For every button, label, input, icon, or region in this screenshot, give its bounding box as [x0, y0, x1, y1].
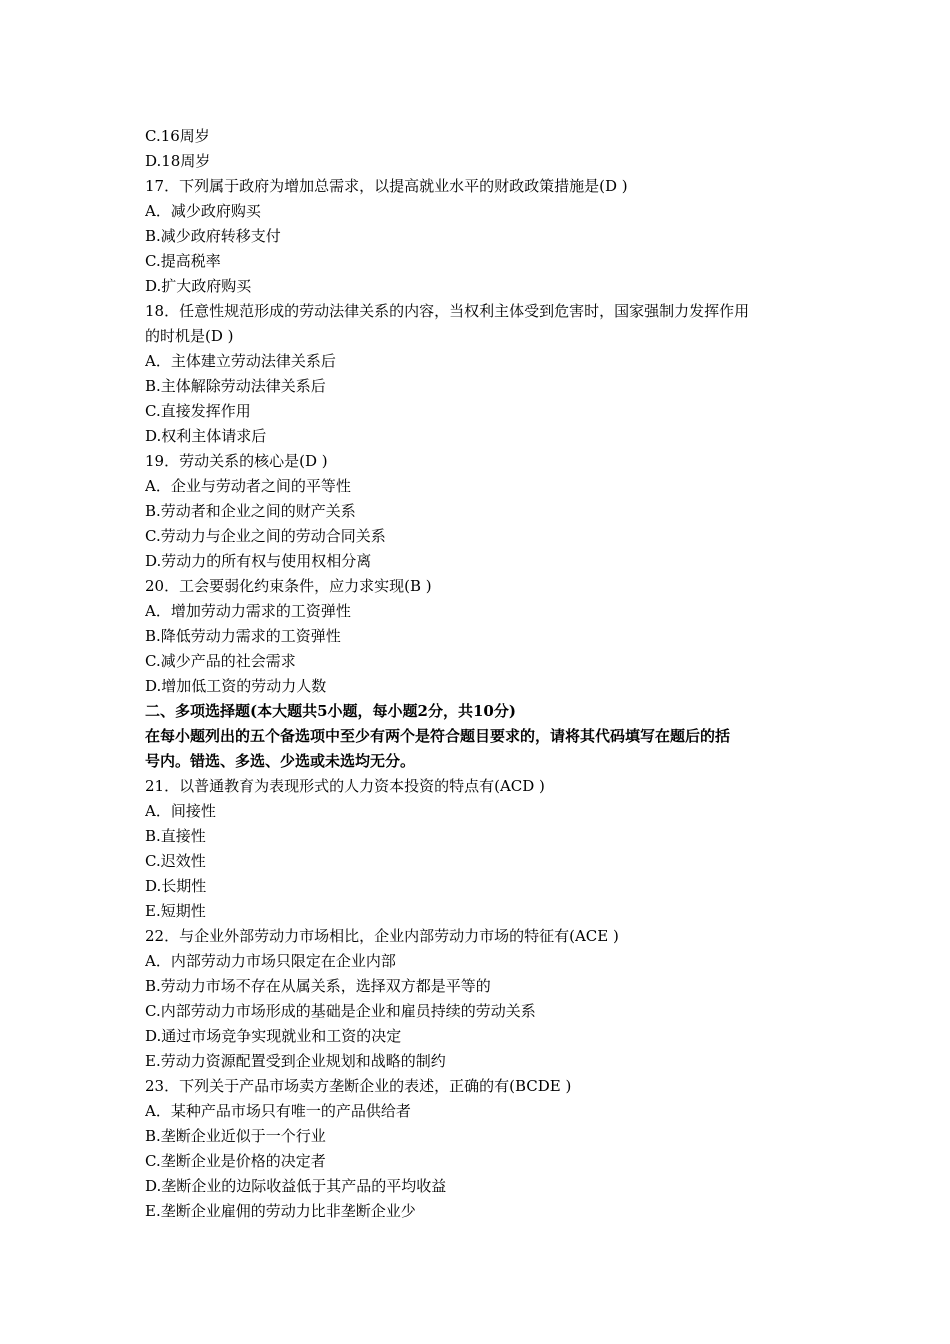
text-line: 17．下列属于政府为增加总需求，以提高就业水平的财政政策措施是(D )	[145, 177, 628, 195]
section-heading-line: 号内。错选、多选、少选或未选均无分。	[145, 752, 416, 770]
text-line: E.劳动力资源配置受到企业规划和战略的制约	[145, 1052, 446, 1070]
text-line: A．增加劳动力需求的工资弹性	[145, 602, 351, 620]
text-line: C.迟效性	[145, 852, 206, 870]
text-line: D.18周岁	[145, 152, 211, 170]
text-line: 18．任意性规范形成的劳动法律关系的内容，当权利主体受到危害时，国家强制力发挥作用	[145, 302, 750, 320]
text-line: D.扩大政府购买	[145, 277, 252, 295]
text-line: A．主体建立劳动法律关系后	[145, 352, 336, 370]
text-line: A．企业与劳动者之间的平等性	[145, 477, 351, 495]
text-line: E.垄断企业雇佣的劳动力比非垄断企业少	[145, 1202, 416, 1220]
text-line: D.长期性	[145, 877, 207, 895]
text-line: B.垄断企业近似于一个行业	[145, 1127, 326, 1145]
text-line: D.通过市场竞争实现就业和工资的决定	[145, 1027, 402, 1045]
text-line: B.劳动力市场不存在从属关系，选择双方都是平等的	[145, 977, 491, 995]
text-line: 20．工会要弱化约束条件，应力求实现(B )	[145, 577, 432, 595]
text-line: D.劳动力的所有权与使用权相分离	[145, 552, 372, 570]
text-line: A．某种产品市场只有唯一的产品供给者	[145, 1102, 411, 1120]
section-heading-line: 在每小题列出的五个备选项中至少有两个是符合题目要求的，请将其代码填写在题后的括	[145, 727, 731, 745]
text-line: C.垄断企业是价格的决定者	[145, 1152, 326, 1170]
text-line: A．内部劳动力市场只限定在企业内部	[145, 952, 396, 970]
text-line: C.直接发挥作用	[145, 402, 251, 420]
text-line: A．间接性	[145, 802, 216, 820]
text-line: D.增加低工资的劳动力人数	[145, 677, 327, 695]
text-line: B.主体解除劳动法律关系后	[145, 377, 326, 395]
text-line: C.16周岁	[145, 127, 210, 145]
text-line: B.劳动者和企业之间的财产关系	[145, 502, 356, 520]
text-line: 的时机是(D )	[145, 327, 234, 345]
text-line: C.提高税率	[145, 252, 221, 270]
text-line: 22．与企业外部劳动力市场相比，企业内部劳动力市场的特征有(ACE )	[145, 927, 619, 945]
text-line: 21．以普通教育为表现形式的人力资本投资的特点有(ACD )	[145, 777, 545, 795]
text-line: C.内部劳动力市场形成的基础是企业和雇员持续的劳动关系	[145, 1002, 536, 1020]
document-page	[145, 124, 825, 1224]
text-line: 19．劳动关系的核心是(D )	[145, 452, 328, 470]
text-line: E.短期性	[145, 902, 206, 920]
text-line: B.直接性	[145, 827, 206, 845]
text-line: D.垄断企业的边际收益低于其产品的平均收益	[145, 1177, 447, 1195]
text-line: D.权利主体请求后	[145, 427, 267, 445]
text-line: B.降低劳动力需求的工资弹性	[145, 627, 341, 645]
text-line: C.减少产品的社会需求	[145, 652, 296, 670]
text-line: 23．下列关于产品市场卖方垄断企业的表述，正确的有(BCDE )	[145, 1077, 572, 1095]
text-line: B.减少政府转移支付	[145, 227, 281, 245]
text-line: C.劳动力与企业之间的劳动合同关系	[145, 527, 386, 545]
section-heading-line: 二、多项选择题(本大题共5小题，每小题2分，共10分)	[145, 702, 516, 720]
text-line: A．减少政府购买	[145, 202, 261, 220]
